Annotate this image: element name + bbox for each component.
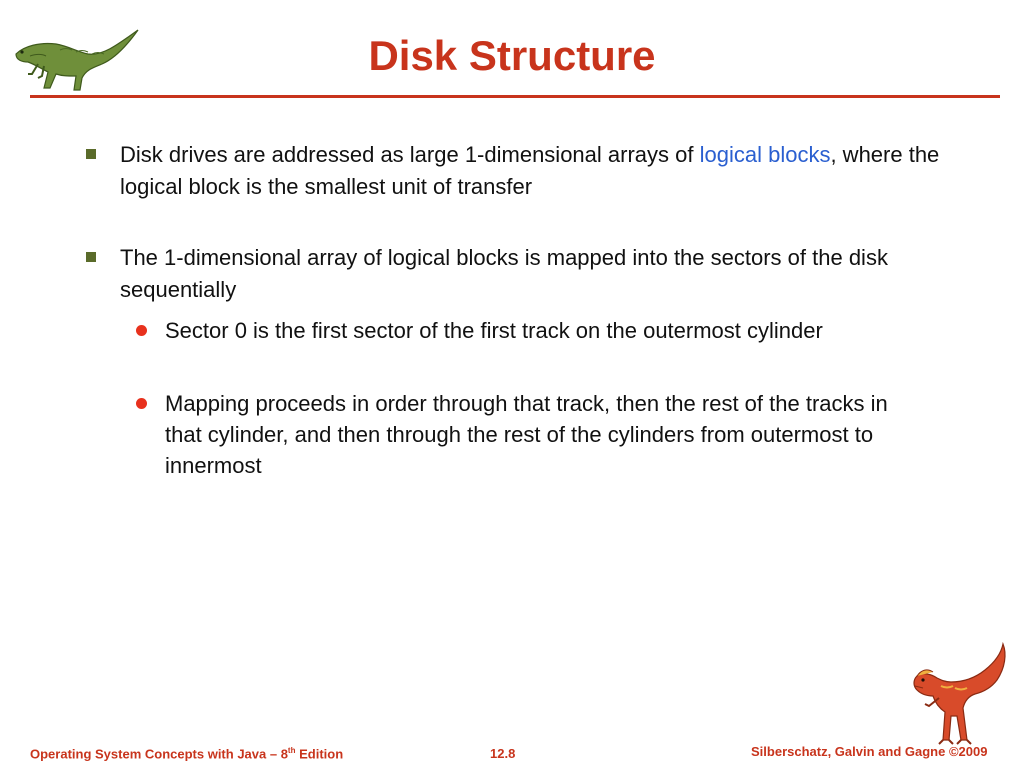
sub-bullet-item: Sector 0 is the first sector of the first track on the outermost cylinder (165, 318, 823, 343)
footer-course-title (30, 746, 343, 761)
footer-title-text: Operating System Concepts with Java – 8 (30, 746, 288, 762)
square-bullet-icon (86, 252, 96, 262)
bullet-text: Disk drives are addressed as large 1-dimensional arrays of (120, 142, 700, 167)
footer-edition-superscript: th (287, 746, 296, 755)
footer-copyright: Silberschatz, Galvin and Gagne ©2009 (751, 744, 988, 759)
square-bullet-icon (86, 149, 96, 159)
highlighted-term: logical blocks (699, 142, 831, 167)
dot-bullet-icon (136, 398, 147, 409)
red-dinosaur-icon (905, 640, 1015, 748)
bullet-item (120, 139, 940, 203)
bullet-item: The 1-dimensional array of logical blocks is mapped into the sectors of the disk sequentially (120, 245, 888, 302)
page-number: 12.8 (490, 746, 516, 761)
footer-edition-text: Edition (295, 746, 344, 762)
sub-bullet-item: Mapping proceeds in order through that track, then the rest of the tracks in that cylinder, and then through the rest of the cylinders from outermost to innermost (165, 391, 888, 478)
slide-title: Disk Structure (368, 32, 656, 79)
dot-bullet-icon (136, 325, 147, 336)
bullet-text-continued: , where the logical block is the smallest unit of transfer (120, 142, 940, 199)
